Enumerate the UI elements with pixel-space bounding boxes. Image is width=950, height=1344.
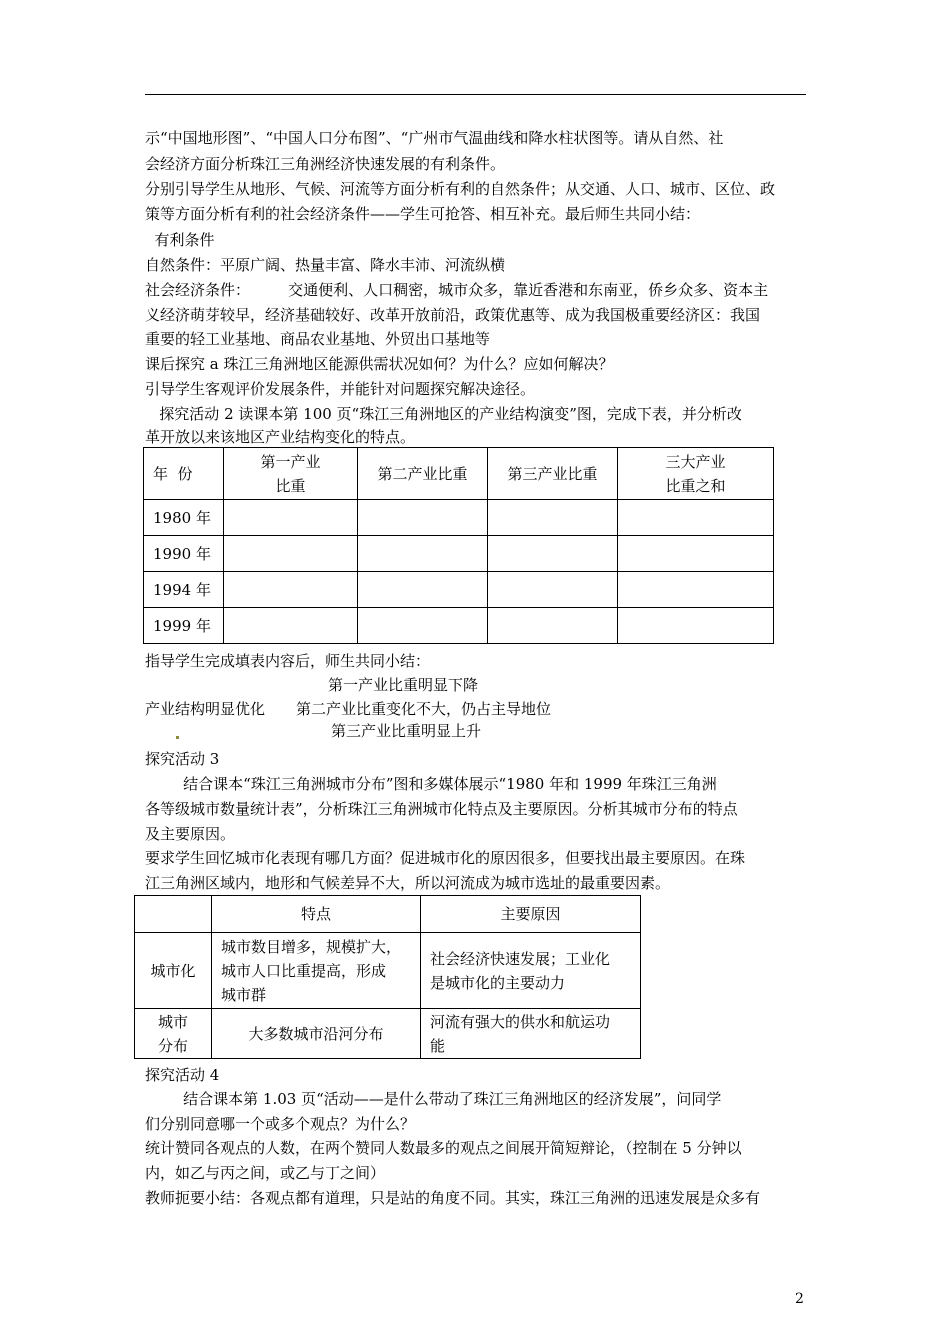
text-line: 引导学生客观评价发展条件，并能针对问题探究解决途径。 bbox=[145, 380, 536, 398]
table-header-row bbox=[135, 896, 641, 933]
text-line: 策等方面分析有利的社会经济条件——学生可抢答、相互补充。最后师生共同小结： bbox=[145, 205, 701, 223]
summary-label: 产业结构明显优化 bbox=[145, 700, 266, 718]
feature-cell: 城市数目增多，规模扩大， 城市人口比重提高，形成 城市群 bbox=[212, 933, 421, 1009]
blank-cell[interactable] bbox=[224, 536, 358, 572]
header-reason: 主要原因 bbox=[421, 896, 641, 933]
year-cell: 1999 年 bbox=[144, 608, 224, 644]
row-label: 城市化 bbox=[135, 933, 212, 1009]
year-cell: 1990 年 bbox=[144, 536, 224, 572]
blank-cell[interactable] bbox=[618, 536, 774, 572]
header-feature: 特点 bbox=[212, 896, 421, 933]
text-line: 要求学生回忆城市化表现有哪几方面？促进城市化的原因很多，但要找出最主要原因。在珠 bbox=[145, 849, 746, 867]
urbanization-table bbox=[134, 895, 641, 1059]
text-line: 示“中国地形图”、“中国人口分布图”、“广州市气温曲线和降水柱状图等。请从自然、社 bbox=[145, 129, 724, 147]
table-row bbox=[144, 536, 774, 572]
table-row bbox=[144, 608, 774, 644]
blank-cell[interactable] bbox=[488, 608, 618, 644]
header-rule bbox=[145, 94, 806, 95]
blank-cell[interactable] bbox=[358, 500, 488, 536]
blank-cell[interactable] bbox=[224, 608, 358, 644]
blank-cell[interactable] bbox=[618, 572, 774, 608]
activity-4-title: 探究活动 4 bbox=[145, 1066, 220, 1084]
text-line: 重要的轻工业基地、商品农业基地、外贸出口基地等 bbox=[145, 330, 491, 348]
header-primary: 第一产业 比重 bbox=[224, 448, 358, 500]
text-line: 江三角洲区域内，地形和气候差异不大，所以河流成为城市选址的最重要因素。 bbox=[145, 874, 671, 892]
summary-intro: 指导学生完成填表内容后，师生共同小结： bbox=[145, 652, 431, 670]
text-line: 及主要原因。 bbox=[145, 825, 236, 843]
text-line: 探究活动 2 读课本第 100 页“珠江三角洲地区的产业结构演变”图，完成下表，并分析改 bbox=[145, 405, 742, 423]
header-secondary: 第二产业比重 bbox=[358, 448, 488, 500]
year-cell: 1994 年 bbox=[144, 572, 224, 608]
blank-cell[interactable] bbox=[488, 572, 618, 608]
text-line: 们分别同意哪一个或多个观点？为什么？ bbox=[145, 1115, 416, 1133]
text-line: 结合课本第 1.03 页“活动——是什么带动了珠江三角洲地区的经济发展”，问同学 bbox=[145, 1090, 722, 1108]
blank-cell[interactable] bbox=[618, 608, 774, 644]
blank-cell[interactable] bbox=[224, 500, 358, 536]
text-line: 社会经济条件： 交通便利、人口稠密，城市众多，靠近香港和东南亚，侨乡众多、资本主 bbox=[145, 281, 769, 299]
feature-cell: 大多数城市沿河分布 bbox=[212, 1009, 421, 1059]
blank-cell[interactable] bbox=[224, 572, 358, 608]
table-row bbox=[135, 1009, 641, 1059]
text-line: 革开放以来该地区产业结构变化的特点。 bbox=[145, 428, 416, 446]
blank-cell[interactable] bbox=[358, 572, 488, 608]
industry-structure-table bbox=[143, 447, 774, 644]
table-row bbox=[144, 572, 774, 608]
table-row bbox=[135, 933, 641, 1009]
text-line: 分别引导学生从地形、气候、河流等方面分析有利的自然条件；从交通、人口、城市、区位、政 bbox=[145, 180, 776, 198]
blank-cell[interactable] bbox=[488, 536, 618, 572]
text-line: 有利条件 bbox=[145, 231, 215, 249]
blank-cell[interactable] bbox=[358, 608, 488, 644]
text-line: 义经济萌芽较早，经济基础较好、改革开放前沿，政策优惠等、成为我国极重要经济区：我国 bbox=[145, 306, 761, 324]
text-line: 会经济方面分析珠江三角洲经济快速发展的有利条件。 bbox=[145, 155, 506, 173]
row-label: 城市 分布 bbox=[135, 1009, 212, 1059]
table-header-row bbox=[144, 448, 774, 500]
blank-cell[interactable] bbox=[358, 536, 488, 572]
summary-item-1: 第一产业比重明显下降 bbox=[328, 676, 479, 694]
summary-item-2: 第二产业比重变化不大，仍占主导地位 bbox=[296, 700, 552, 718]
blank-cell[interactable] bbox=[488, 500, 618, 536]
reason-cell: 社会经济快速发展；工业化 是城市化的主要动力 bbox=[421, 933, 641, 1009]
text-line: 内，如乙与丙之间，或乙与丁之间） bbox=[145, 1164, 386, 1182]
page-number: 2 bbox=[795, 1291, 804, 1307]
text-line: 课后探究 a 珠江三角洲地区能源供需状况如何？为什么？应如何解决？ bbox=[145, 355, 614, 373]
stray-mark bbox=[176, 736, 179, 739]
year-cell: 1980 年 bbox=[144, 500, 224, 536]
table-row bbox=[144, 500, 774, 536]
text-line: 各等级城市数量统计表”，分析珠江三角洲城市化特点及主要原因。分析其城市分布的特点 bbox=[145, 800, 738, 818]
reason-cell: 河流有强大的供水和航运功 能 bbox=[421, 1009, 641, 1059]
blank-cell[interactable] bbox=[618, 500, 774, 536]
text-line: 自然条件：平原广阔、热量丰富、降水丰沛、河流纵横 bbox=[145, 256, 506, 274]
text-line: 教师扼要小结：各观点都有道理，只是站的角度不同。其实，珠江三角洲的迅速发展是众多有 bbox=[145, 1189, 761, 1207]
text-line: 结合课本“珠江三角洲城市分布”图和多媒体展示“1980 年和 1999 年珠江三角洲 bbox=[145, 775, 717, 793]
activity-3-title: 探究活动 3 bbox=[145, 750, 220, 768]
text-line: 统计赞同各观点的人数，在两个赞同人数最多的观点之间展开简短辩论，（控制在 5 分钟以 bbox=[145, 1139, 742, 1157]
blank-cell bbox=[135, 896, 212, 933]
header-year: 年 份 bbox=[144, 448, 224, 500]
header-tertiary: 第三产业比重 bbox=[488, 448, 618, 500]
summary-item-3: 第三产业比重明显上升 bbox=[331, 722, 482, 740]
header-sum: 三大产业 比重之和 bbox=[618, 448, 774, 500]
